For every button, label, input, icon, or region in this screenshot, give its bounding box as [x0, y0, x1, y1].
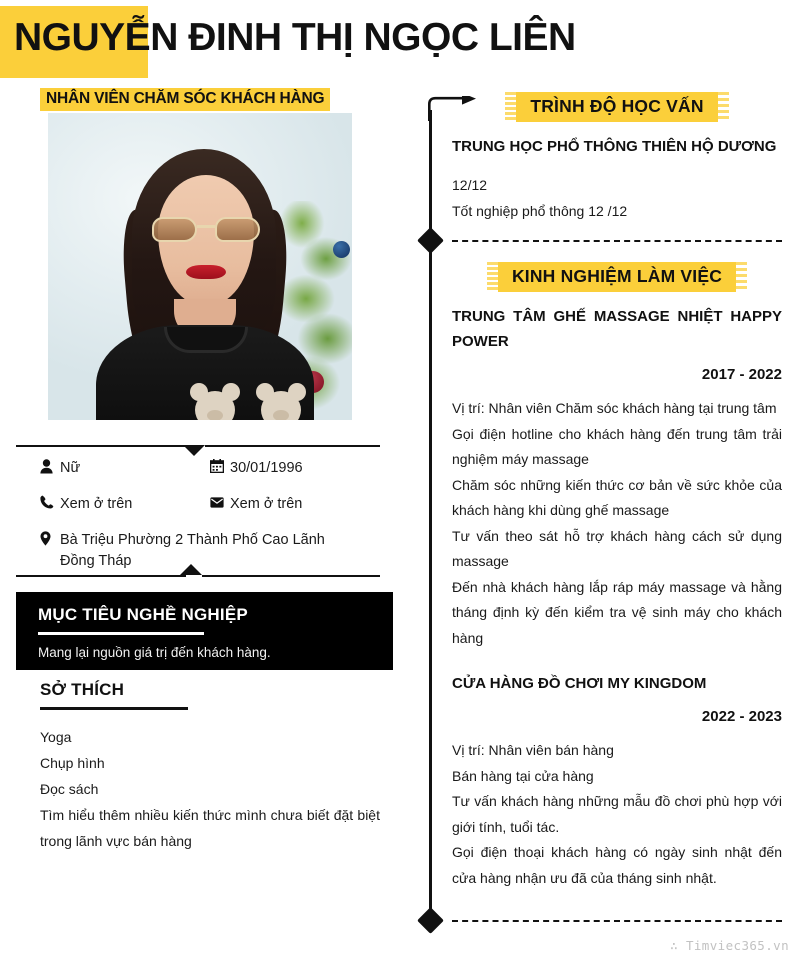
phone-icon [40, 494, 60, 513]
career-objective-text: Mang lại nguồn giá trị đến khách hàng. [38, 644, 271, 660]
hobbies-section [40, 680, 380, 854]
contact-phone-value: Xem ở trên [60, 496, 133, 512]
education-section [452, 92, 782, 224]
education-school: TRUNG HỌC PHỔ THÔNG THIÊN HỘ DƯƠNG [452, 138, 777, 155]
contact-email [210, 494, 380, 515]
contact-gender-value: Nữ [60, 460, 81, 476]
job-line: Vị trí: Nhân viên Chăm sóc khách hàng tại trung tâm [452, 400, 777, 416]
teddy-bear-print-left [188, 383, 242, 420]
career-objective-underline [38, 632, 204, 635]
career-objective-section [16, 592, 393, 670]
contact-row-2 [40, 494, 390, 515]
sunglasses [152, 217, 260, 242]
teddy-bear-print-right [254, 383, 308, 420]
candidate-name: NGUYỄN ĐINH THỊ NGỌC LIÊN [14, 16, 576, 59]
education-line: 12/12 [452, 177, 488, 193]
contact-address-line1: Bà Triệu Phường 2 Thành Phố Cao Lãnh [60, 532, 325, 548]
timeline-diamond-marker [417, 907, 444, 934]
hobbies-title: SỞ THÍCH [40, 680, 125, 699]
job-period: 2022 - 2023 [701, 708, 782, 725]
contact-phone [40, 494, 210, 515]
job-line: Bán hàng tại cửa hàng [452, 767, 594, 784]
job-line: Gọi điện hotline cho khách hàng đến trung tâm trải nghiệm máy massage [452, 425, 782, 467]
job-line: Đến nhà khách hàng lắp ráp máy massage và hằng tháng định kỳ đến kiểm tra vệ sinh máy cho khách hàng [452, 578, 782, 646]
career-objective-title: MỤC TIÊU NGHỀ NGHIỆP [38, 605, 248, 624]
hobby-item: Chụp hình [40, 754, 105, 771]
contact-block [40, 458, 390, 587]
contact-email-value: Xem ở trên [230, 496, 303, 512]
timeline-dashed-divider [452, 240, 782, 242]
timeline-dashed-divider [452, 920, 782, 922]
education-line: Tốt nghiệp phổ thông 12 /12 [452, 202, 628, 219]
job-organization: CỬA HÀNG ĐỒ CHƠI MY KINGDOM [452, 675, 707, 692]
job-line: Tư vấn khách hàng những mẫu đồ chơi phù hợp với giới tính, tuổi tác. [452, 793, 782, 835]
location-pin-icon [40, 530, 60, 550]
envelope-icon [210, 494, 230, 512]
divider-notch-down [183, 445, 205, 456]
experience-job [452, 304, 782, 651]
person-icon [40, 458, 60, 478]
contact-gender [40, 458, 210, 479]
blue-ornament [333, 241, 350, 258]
site-watermark: ∴ Timviec365.vn [670, 938, 789, 953]
experience-section [452, 262, 782, 891]
job-line: Chăm sóc những kiến thức cơ bản về sức khỏe của khách hàng khi dùng ghế massage [452, 476, 782, 518]
job-title-banner: NHÂN VIÊN CHĂM SÓC KHÁCH HÀNG [40, 88, 330, 111]
lips [186, 265, 226, 279]
calendar-icon [210, 458, 230, 477]
hobby-item: Yoga [40, 728, 72, 745]
hobbies-underline [40, 707, 188, 710]
job-line: Gọi điện thoại khách hàng có ngày sinh nhật đến cửa hàng nhận ưu đã của tháng sinh nhật. [452, 844, 782, 886]
contact-row-3 [40, 530, 390, 572]
contact-birthday-value: 30/01/1996 [230, 460, 303, 476]
contact-divider-top-right [205, 445, 380, 447]
profile-photo [48, 113, 352, 420]
job-organization: TRUNG TÂM GHẾ MASSAGE NHIỆT HAPPY POWER [452, 308, 782, 350]
experience-job [452, 671, 782, 891]
contact-divider-top-left [16, 445, 194, 447]
timeline-diamond-marker [417, 227, 444, 254]
experience-title: KINH NGHIỆM LÀM VIỆC [498, 262, 736, 292]
education-title: TRÌNH ĐỘ HỌC VẤN [516, 92, 717, 122]
contact-birthday [210, 458, 380, 479]
contact-address [40, 530, 390, 572]
contact-address-line2: Đồng Tháp [60, 553, 132, 569]
contact-row-1 [40, 458, 390, 479]
hobby-item: Đọc sách [40, 780, 99, 797]
job-line: Vị trí: Nhân viên bán hàng [452, 742, 614, 758]
job-line: Tư vấn theo sát hỗ trợ khách hàng cách sử dụng massage [452, 527, 782, 569]
hobby-item: Tìm hiểu thêm nhiều kiến thức mình chưa biết đặt biệt trong lãnh vực bán hàng [40, 806, 380, 849]
job-period: 2017 - 2022 [701, 366, 782, 383]
collar [164, 327, 248, 353]
